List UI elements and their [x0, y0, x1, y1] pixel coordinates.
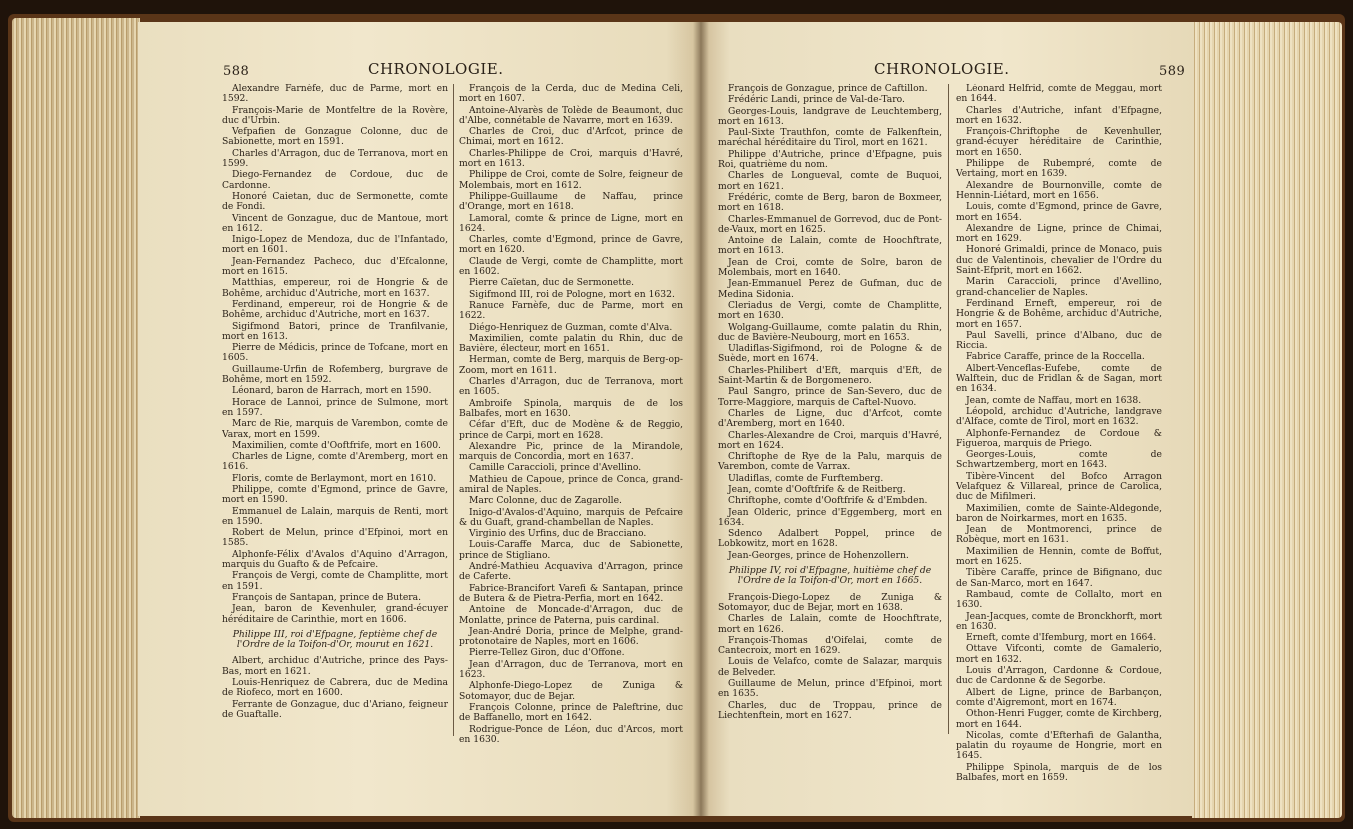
chronology-entry: Nicolas, comte d'Efterhafi de Galantha, palatin du royaume de Hongrie, mort en 1645.	[956, 729, 1162, 762]
chronology-entry: Inigo-d'Avalos-d'Aquino, marquis de Pefcaire & du Guaft, grand-chambellan de Naples.	[459, 506, 683, 528]
chronology-entry: Claude de Vergi, comte de Champlitte, mort en 1602.	[459, 255, 683, 278]
section-heading: Philippe IV, roi d'Efpagne, huitième chef de l'Ordre de la Toifon-d'Or, mort en 1665.	[728, 565, 932, 587]
chronology-entry: Charles-Emmanuel de Gorrevod, duc de Pont-de-Vaux, mort en 1625.	[718, 213, 942, 235]
chronology-entry: Ottave Vifconti, comte de Gamalerio, mort en 1632.	[956, 643, 1162, 665]
chronology-entry: Charles-Philibert d'Eft, marquis d'Eft, de Saint-Martin & de Borgomenero.	[718, 364, 942, 387]
chronology-entry: Alphonfe-Fernandez de Cordoue & Figueroa, marquis de Priego.	[956, 427, 1162, 449]
left-page-number: 588	[223, 64, 250, 79]
chronology-entry: Louis, comte d'Egmond, prince de Gavre, mort en 1654.	[956, 201, 1162, 223]
chronology-entry: Paul Sangro, prince de San-Severo, duc de Torre-Maggiore, marquis de Caftel-Nuovo.	[718, 386, 942, 408]
chronology-entry: Alexandre de Ligne, prince de Chimai, mort en 1629.	[956, 222, 1162, 245]
chronology-entry: Pierre-Tellez Giron, duc d'Offone.	[469, 647, 625, 659]
chronology-entry: Charles de Ligne, comte d'Aremberg, mort en 1616.	[222, 451, 448, 473]
chronology-entry: François-Diego-Lopez de Zuniga & Sotomayor, duc de Bejar, mort en 1638.	[718, 591, 942, 613]
entry-list	[956, 84, 1162, 783]
chronology-entry: Louis-Caraffe Marca, duc de Sabionette, prince de Stigliano.	[459, 539, 683, 561]
chronology-entry: Antoine de Lalain, comte de Hoochftrate, mort en 1613.	[718, 235, 942, 257]
chronology-entry: François-Thomas d'Oifelai, comte de Cantecroix, mort en 1629.	[718, 634, 942, 657]
chronology-entry: Charles d'Arragon, duc de Terranova, mort en 1605.	[459, 376, 683, 398]
chronology-entry: Marc Colonne, duc de Zagarolle.	[469, 495, 622, 507]
chronology-entry: Jean, comte de Naffau, mort en 1638.	[966, 394, 1142, 406]
chronology-entry: Lamoral, comte & prince de Ligne, mort en 1624.	[459, 212, 683, 234]
chronology-entry: Maximilien de Hennin, comte de Boffut, mort en 1625.	[956, 545, 1162, 568]
chronology-entry: Georges-Louis, landgrave de Leuchtemberg, mort en 1613.	[718, 105, 942, 127]
chronology-entry: Philippe Spinola, marquis de de los Balbafes, mort en 1659.	[956, 761, 1162, 783]
chronology-entry: Charles de Croi, duc d'Arfcot, prince de Chimai, mort en 1612.	[459, 126, 683, 148]
chronology-entry: Ferdinand Erneft, empereur, roi de Hongrie & de Bohême, archiduc d'Autriche, mort en 1657.	[956, 297, 1162, 330]
chronology-entry: Uladiflas-Sigifmond, roi de Pologne & de Suède, mort en 1674.	[718, 343, 942, 365]
chronology-entry: Léopold, archiduc d'Autriche, landgrave d'Alface, comte de Tirol, mort en 1632.	[956, 405, 1162, 428]
chronology-entry: François de Santapan, prince de Butera.	[232, 591, 422, 603]
chronology-entry: Alphonfe-Félix d'Avalos d'Aquino d'Arragon, marquis du Guafto & de Pefcaire.	[222, 548, 448, 571]
chronology-entry: Charles-Alexandre de Croi, marquis d'Havré, mort en 1624.	[718, 429, 942, 451]
chronology-entry: Jean-Jacques, comte de Bronckhorft, mort en 1630.	[956, 610, 1162, 632]
chronology-entry: Matthias, empereur, roi de Hongrie & de Bohême, archiduc d'Autriche, mort en 1637.	[222, 277, 448, 299]
chronology-entry: Louis d'Arragon, Cardonne & Cordoue, duc de Cardonne & de Segorbe.	[956, 665, 1162, 687]
chronology-entry: Floris, comte de Berlaymont, mort en 1610.	[232, 472, 437, 484]
chronology-entry: Cleriadus de Vergi, comte de Champlitte, mort en 1630.	[718, 299, 942, 322]
chronology-entry: Philippe de Rubempré, comte de Vertaing, mort en 1639.	[956, 158, 1162, 180]
chronology-entry: Frédéric, comte de Berg, baron de Boxmeer, mort en 1618.	[718, 191, 942, 214]
chronology-entry: Ambroife Spinola, marquis de de los Balbafes, mort en 1630.	[459, 397, 683, 419]
chronology-entry: Tibère Caraffe, prince de Bifignano, duc de San-Marco, mort en 1647.	[956, 567, 1162, 589]
chronology-entry: Jean, comte d'Ooftfrife & de Reitberg.	[728, 483, 906, 495]
chronology-entry: Uladiflas, comte de Furftemberg.	[728, 472, 884, 484]
chronology-entry: Sigifmond Batori, prince de Tranfilvanie, mort en 1613.	[222, 320, 448, 342]
chronology-entry: Antoine-Alvarès de Tolède de Beaumont, duc d'Albe, connétable de Navarre, mort en 1639.	[459, 104, 683, 126]
chronology-entry: Guillaume de Melun, prince d'Efpinoi, mort en 1635.	[718, 678, 942, 700]
section-heading: Philippe III, roi d'Efpagne, feptième chef de l'Ordre de la Toifon-d'Or, mourut en 1621.	[232, 628, 438, 651]
chronology-entry: Virginio des Urfins, duc de Bracciano.	[469, 528, 647, 540]
chronology-entry: Diego-Fernandez de Cordoue, duc de Cardonne.	[222, 169, 448, 191]
chronology-entry: Philippe d'Autriche, prince d'Efpagne, puis Roi, quatrième du nom.	[718, 148, 942, 171]
chronology-entry: Charles d'Arragon, duc de Terranova, mort en 1599.	[222, 147, 448, 170]
chronology-entry: Camille Caraccioli, prince d'Avellino.	[469, 462, 642, 474]
right-page-number: 589	[1159, 64, 1186, 79]
chronology-entry: Jean Olderic, prince d'Eggemberg, mort en 1634.	[718, 506, 942, 528]
chronology-entry: Pierre Caïetan, duc de Sermonette.	[469, 277, 635, 289]
chronology-entry: Sdenco Adalbert Poppel, prince de Lobkowitz, mort en 1628.	[718, 528, 942, 550]
chronology-entry: Alphonfe-Diego-Lopez de Zuniga & Sotomayor, duc de Bejar.	[459, 680, 683, 702]
chronology-entry: Vefpafien de Gonzague Colonne, duc de Sabionette, mort en 1591.	[222, 126, 448, 148]
chronology-entry: Rodrigue-Ponce de Léon, duc d'Arcos, mort en 1630.	[459, 723, 683, 745]
chronology-entry: Pierre de Médicis, prince de Tofcane, mort en 1605.	[222, 342, 448, 364]
chronology-entry: François Colonne, prince de Paleftrine, duc de Baffanello, mort en 1642.	[459, 701, 683, 724]
column-divider	[948, 84, 949, 734]
chronology-entry: Othon-Henri Fugger, comte de Kirchberg, mort en 1644.	[956, 708, 1162, 730]
chronology-entry: Céfar d'Eft, duc de Modène & de Reggio, prince de Carpi, mort en 1628.	[459, 419, 683, 441]
chronology-entry: Frédéric Landi, prince de Val-de-Taro.	[728, 94, 905, 106]
chronology-entry: Paul Savelli, prince d'Albano, duc de Riccia.	[956, 329, 1162, 352]
chronology-entry: Fabrice-Brancifort Varefi & Santapan, prince de Butera & de Pietra-Perfia, mort en 1642.	[459, 582, 683, 604]
chronology-entry: Maximilien, comte d'Ooftfrife, mort en 1600.	[232, 439, 441, 451]
chronology-entry: Guillaume-Urfin de Rofemberg, burgrave de Bohême, mort en 1592.	[222, 363, 448, 386]
chronology-entry: Albert-Venceflas-Eufebe, comte de Walftein, duc de Fridlan & de Sagan, mort en 1634.	[956, 362, 1162, 395]
chronology-entry: Charles, comte d'Egmond, prince de Gavre, mort en 1620.	[459, 234, 683, 256]
chronology-entry: François de Gonzague, prince de Caftillon.	[728, 84, 928, 94]
chronology-entry: Robert de Melun, prince d'Efpinoi, mort en 1585.	[222, 527, 448, 549]
chronology-entry: Chriftophe, comte d'Ooftfrife & d'Embden.	[728, 495, 928, 507]
chronology-entry: Charles de Longueval, comte de Buquoi, mort en 1621.	[718, 170, 942, 192]
chronology-entry: Chriftophe de Rye de la Palu, marquis de Varembon, comte de Varrax.	[718, 451, 942, 473]
chronology-entry: Philippe de Croi, comte de Solre, feigneur de Molembais, mort en 1612.	[459, 169, 683, 191]
chronology-entry: Philippe-Guillaume de Naffau, prince d'Orange, mort en 1618.	[459, 190, 683, 213]
chronology-entry: Marc de Rie, marquis de Varembon, comte de Varax, mort en 1599.	[222, 418, 448, 440]
left-column-2	[459, 84, 683, 814]
right-column-2	[956, 84, 1162, 814]
chronology-entry: Jean-Fernandez Pacheco, duc d'Efcalonne, mort en 1615.	[222, 255, 448, 278]
chronology-entry: Albert, archiduc d'Autriche, prince des Pays-Bas, mort en 1621.	[222, 655, 448, 677]
chronology-entry: Jean de Croi, comte de Solre, baron de Molembais, mort en 1640.	[718, 256, 942, 279]
chronology-entry: Jean-Georges, prince de Hohenzollern.	[728, 549, 909, 561]
chronology-entry: François de Vergi, comte de Champlitte, mort en 1591.	[222, 570, 448, 592]
right-column-1	[718, 84, 942, 814]
chronology-entry: Rambaud, comte de Collalto, mort en 1630.	[956, 588, 1162, 611]
chronology-entry: Léonard Helfrid, comte de Meggau, mort en 1644.	[956, 84, 1162, 105]
chronology-entry: Georges-Louis, comte de Schwartzemberg, mort en 1643.	[956, 449, 1162, 471]
chronology-entry: Alexandre Farnèfe, duc de Parme, mort en 1592.	[222, 84, 448, 105]
chronology-entry: Philippe, comte d'Egmond, prince de Gavre, mort en 1590.	[222, 483, 448, 506]
book-gutter	[693, 22, 709, 816]
chronology-entry: Mathieu de Capoue, prince de Conca, grand-amiral de Naples.	[459, 473, 683, 495]
chronology-entry: Jean-André Doria, prince de Melphe, grand-protonotaire de Naples, mort en 1606.	[459, 625, 683, 648]
chronology-entry: Wolgang-Guillaume, comte palatin du Rhin, duc de Bavière-Neubourg, mort en 1653.	[718, 321, 942, 343]
chronology-entry: Ranuce Farnèfe, duc de Parme, mort en 1622.	[459, 299, 683, 322]
chronology-entry: Jean-Emmanuel Perez de Gufman, duc de Medina Sidonia.	[718, 278, 942, 300]
chronology-entry: Jean de Montmorenci, prince de Robèque, mort en 1631.	[956, 524, 1162, 546]
chronology-entry: Charles, duc de Troppau, prince de Liechtenftein, mort en 1627.	[718, 699, 942, 721]
chronology-entry: Honoré Caietan, duc de Sermonette, comte de Fondi.	[222, 190, 448, 213]
chronology-entry: Vincent de Gonzague, duc de Mantoue, mort en 1612.	[222, 212, 448, 234]
left-page-edges	[12, 18, 140, 818]
chronology-entry: Charles de Lalain, comte de Hoochftrate, mort en 1626.	[718, 613, 942, 635]
chronology-entry: Antoine de Moncade-d'Arragon, duc de Monlatte, prince de Paterna, puis cardinal.	[459, 604, 683, 626]
chronology-entry: Honoré Grimaldi, prince de Monaco, puis duc de Valentinois, chevalier de l'Ordre du Saint-Efprit, mort en 1662.	[956, 244, 1162, 277]
entry-list	[222, 656, 448, 720]
chronology-entry: Paul-Sixte Trauthfon, comte de Falkenftein, maréchal héréditaire du Tirol, mort en 1621.	[718, 127, 942, 149]
chronology-entry: Alexandre Pic, prince de la Mirandole, marquis de Concordia, mort en 1637.	[459, 440, 683, 463]
chronology-entry: Marin Caraccioli, prince d'Avellino, grand-chancelier de Naples.	[956, 276, 1162, 298]
chronology-entry: François-Marie de Montfeltre de la Rovère, duc d'Urbin.	[222, 104, 448, 126]
entry-list	[718, 84, 942, 561]
entry-list	[718, 593, 942, 722]
chronology-entry: Jean, baron de Kevenhuler, grand-écuyer héréditaire de Carinthie, mort en 1606.	[222, 603, 448, 625]
chronology-entry: Maximilien, comte palatin du Rhin, duc de Bavière, électeur, mort en 1651.	[459, 332, 683, 355]
chronology-entry: Ferrante de Gonzague, duc d'Ariano, feigneur de Guaftalle.	[222, 698, 448, 720]
chronology-entry: Charles de Ligne, duc d'Arfcot, comte d'Aremberg, mort en 1640.	[718, 407, 942, 430]
entry-list	[222, 84, 448, 625]
chronology-entry: André-Mathieu Acquaviva d'Arragon, prince de Caferte.	[459, 561, 683, 583]
chronology-entry: Maximilien, comte de Sainte-Aldegonde, baron de Noirkarmes, mort en 1635.	[956, 502, 1162, 524]
chronology-entry: Ferdinand, empereur, roi de Hongrie & de Bohême, archiduc d'Autriche, mort en 1637.	[222, 298, 448, 321]
entry-list	[459, 84, 683, 745]
chronology-entry: François-Chriftophe de Kevenhuller, grand-écuyer héréditaire de Carinthie, mort en 1650.	[956, 126, 1162, 158]
chronology-entry: Alexandre de Bournonville, comte de Hennin-Liétard, mort en 1656.	[956, 179, 1162, 201]
chronology-entry: Diégo-Henriquez de Guzman, comte d'Alva.	[469, 321, 673, 333]
chronology-entry: Léonard, baron de Harrach, mort en 1590.	[232, 385, 432, 397]
left-running-head: CHRONOLOGIE.	[368, 60, 504, 78]
right-page-edges	[1192, 22, 1342, 818]
left-column-1	[222, 84, 448, 814]
chronology-entry: Horace de Lannoi, prince de Sulmone, mort en 1597.	[222, 396, 448, 418]
right-running-head: CHRONOLOGIE.	[874, 60, 1010, 78]
chronology-entry: Jean d'Arragon, duc de Terranova, mort en 1623.	[459, 658, 683, 681]
chronology-entry: Tibère-Vincent del Bofco Arragon Velafquez & Villareal, prince de Carolica, duc de Mifilmeri.	[956, 470, 1162, 503]
chronology-entry: Emmanuel de Lalain, marquis de Renti, mort en 1590.	[222, 505, 448, 527]
chronology-entry: Charles-Philippe de Croi, marquis d'Havré, mort en 1613.	[459, 147, 683, 170]
chronology-entry: Fabrice Caraffe, prince de la Roccella.	[966, 351, 1145, 363]
chronology-entry: Herman, comte de Berg, marquis de Berg-op-Zoom, mort en 1611.	[459, 354, 683, 376]
column-divider	[453, 84, 454, 736]
chronology-entry: Charles d'Autriche, infant d'Efpagne, mort en 1632.	[956, 104, 1162, 126]
chronology-entry: Sigifmond III, roi de Pologne, mort en 1632.	[469, 288, 675, 300]
chronology-entry: Louis de Velafco, comte de Salazar, marquis de Belveder.	[718, 656, 942, 678]
chronology-entry: François de la Cerda, duc de Medina Celi, mort en 1607.	[459, 84, 683, 105]
chronology-entry: Louis-Henriquez de Cabrera, duc de Medina de Riofeco, mort en 1600.	[222, 677, 448, 699]
chronology-entry: Erneft, comte d'Ifemburg, mort en 1664.	[966, 632, 1157, 644]
chronology-entry: Albert de Ligne, prince de Barbançon, comte d'Aigremont, mort en 1674.	[956, 686, 1162, 708]
chronology-entry: Inigo-Lopez de Mendoza, duc de l'Infantado, mort en 1601.	[222, 234, 448, 256]
